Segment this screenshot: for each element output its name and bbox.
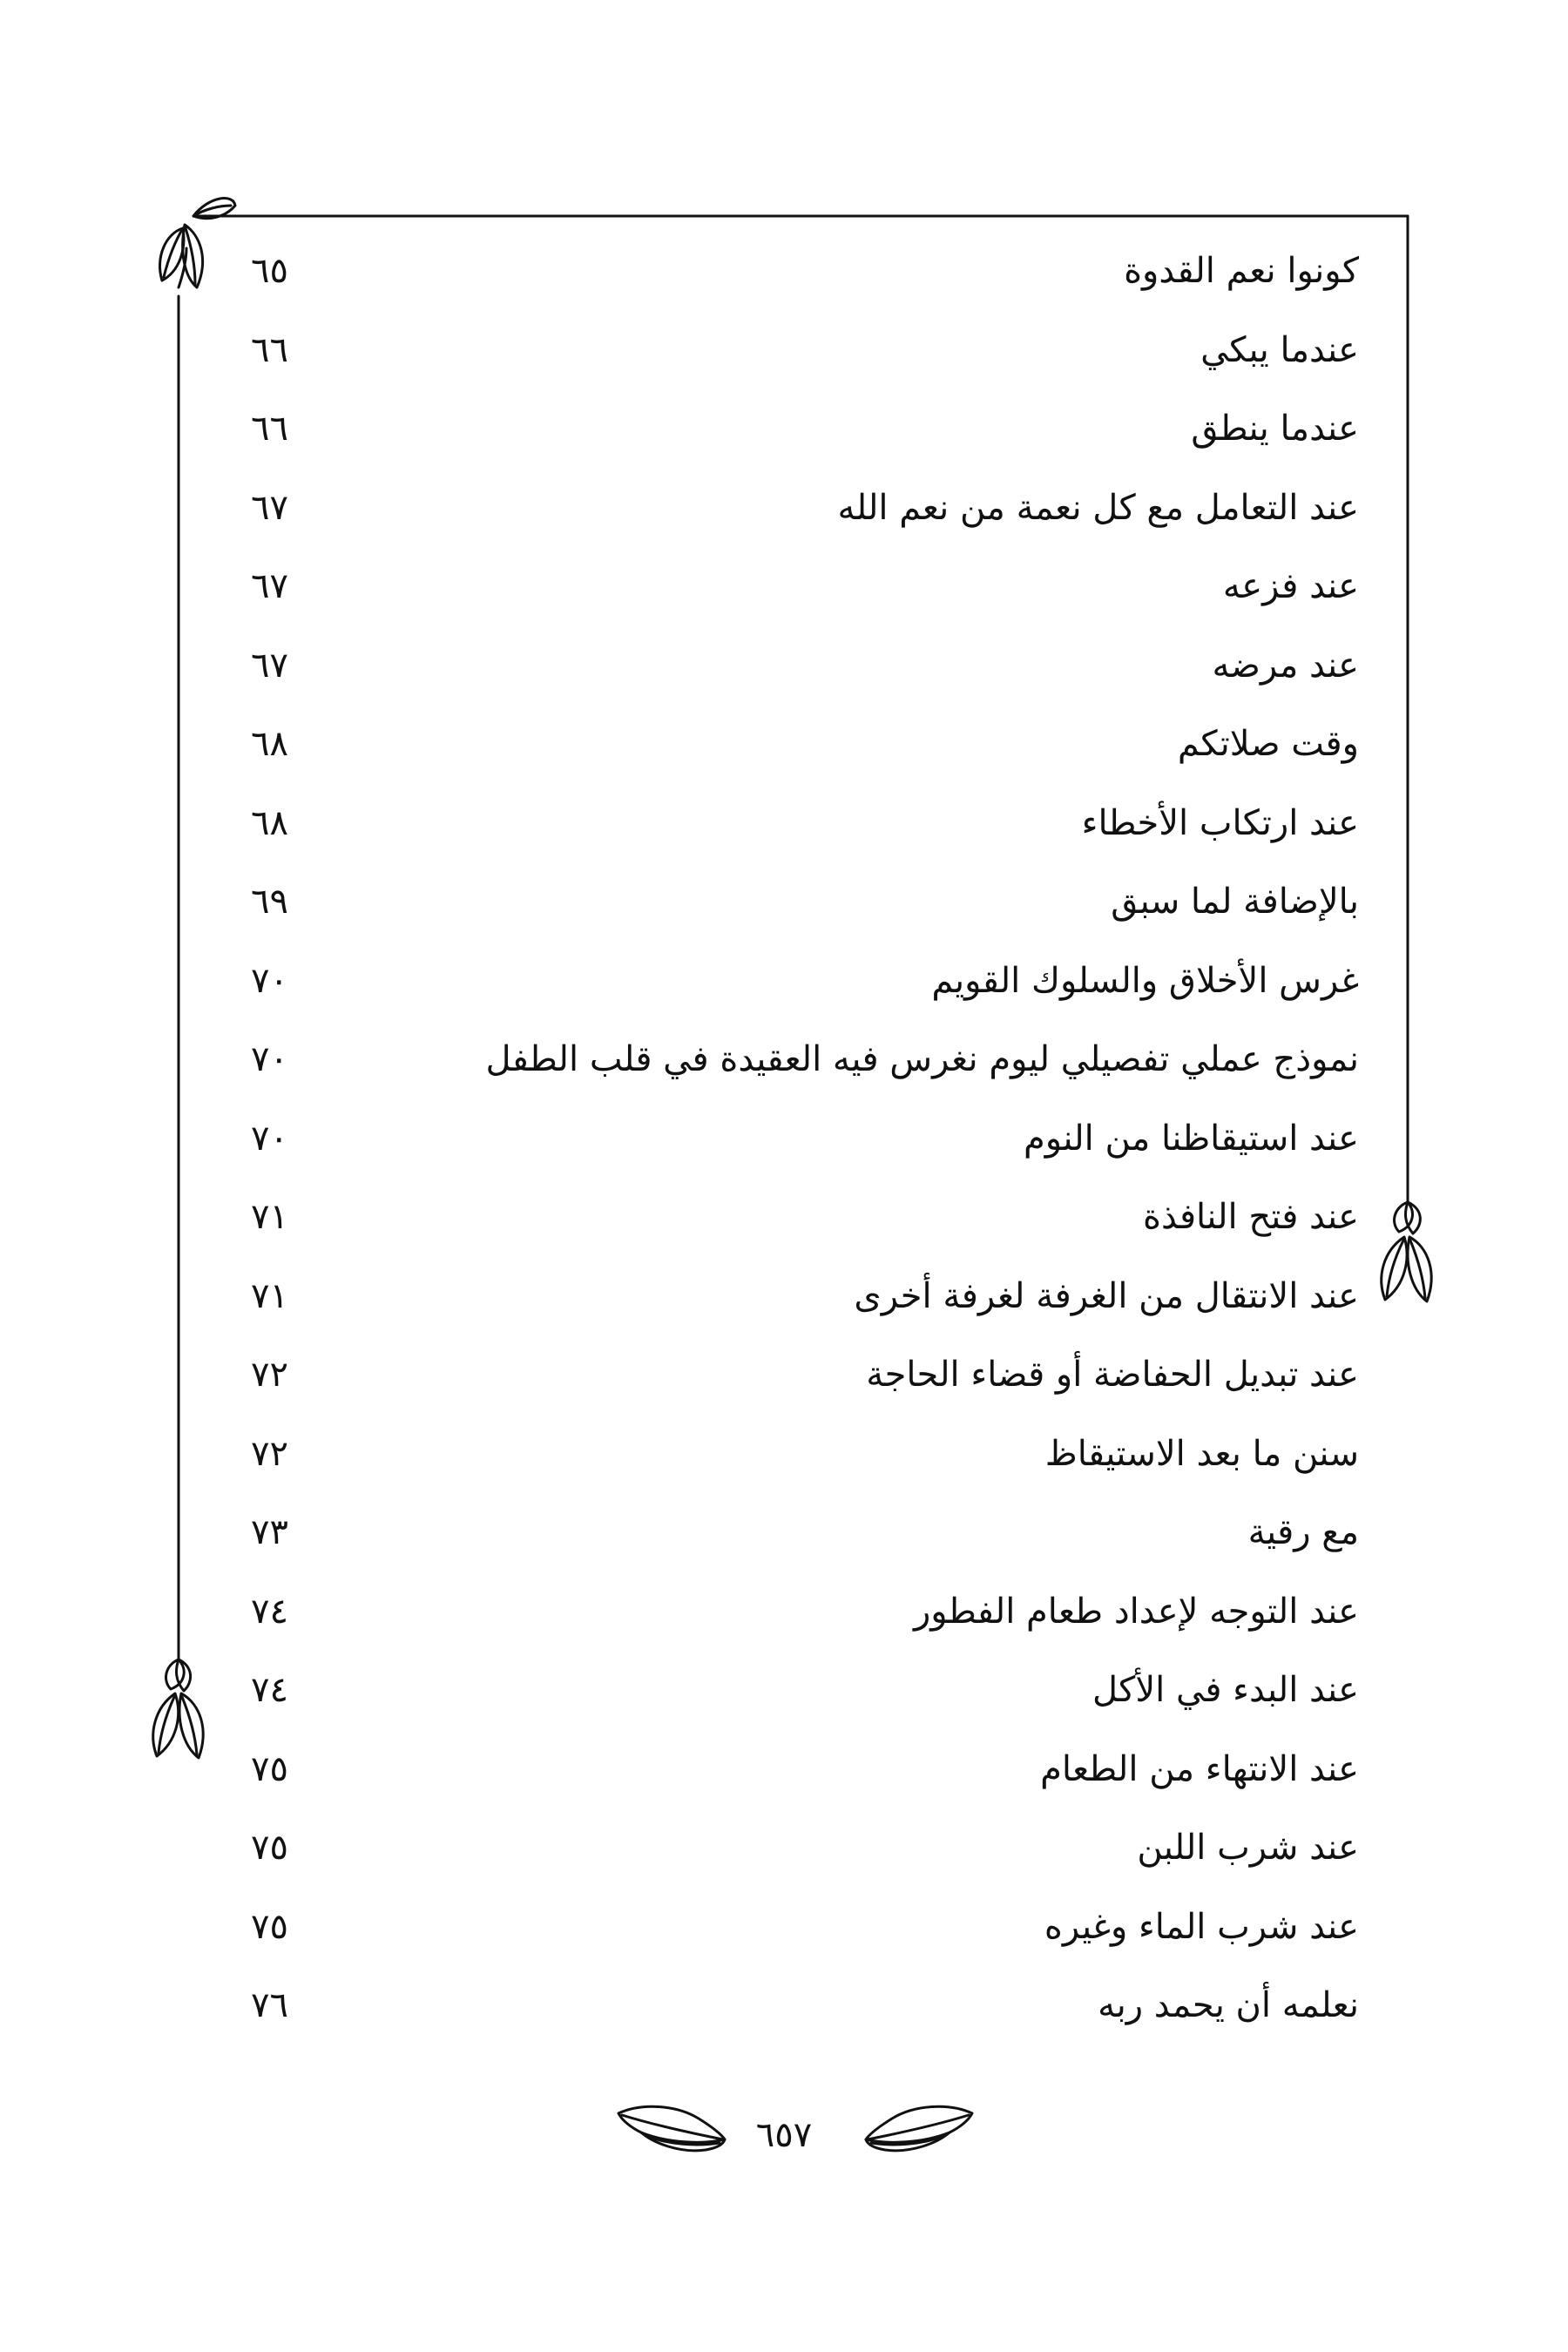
entry-page-number: ٧٤ bbox=[251, 1670, 288, 1711]
entry-title: عند استيقاظنا من النوم bbox=[1023, 1118, 1359, 1159]
list-item bbox=[235, 1493, 1359, 1572]
entry-page-number: ٦٦ bbox=[251, 409, 288, 449]
entry-title: عندما ينطق bbox=[1191, 409, 1359, 449]
entry-title: عند شرب اللبن bbox=[1137, 1828, 1359, 1869]
entry-page-number: ٧٤ bbox=[251, 1591, 288, 1632]
entry-title: نموذج عملي تفصيلي ليوم نغرس فيه العقيدة في قلب الطفل bbox=[485, 1039, 1359, 1080]
entry-title: كونوا نعم القدوة bbox=[1124, 251, 1359, 292]
entry-page-number: ٦٨ bbox=[251, 802, 288, 843]
list-item bbox=[235, 389, 1359, 469]
list-item bbox=[235, 1966, 1359, 2045]
entry-title: سنن ما بعد الاستيقاظ bbox=[1044, 1433, 1359, 1474]
entry-title: عند مرضه bbox=[1212, 645, 1359, 686]
entry-title: نعلمه أن يحمد ربه bbox=[1098, 1985, 1359, 2026]
list-item bbox=[235, 1020, 1359, 1099]
entry-title: عند الانتقال من الغرفة لغرفة أخرى bbox=[854, 1275, 1359, 1316]
entry-page-number: ٦٧ bbox=[251, 487, 288, 528]
leaf-sprig-icon bbox=[1382, 1202, 1431, 1301]
leaf-sprig-icon bbox=[153, 1659, 203, 1758]
entry-page-number: ٦٩ bbox=[251, 882, 288, 923]
entry-page-number: ٧٢ bbox=[251, 1355, 288, 1396]
entry-page-number: ٧٣ bbox=[251, 1512, 288, 1553]
list-item bbox=[235, 232, 1359, 311]
entry-page-number: ٦٧ bbox=[251, 645, 288, 686]
list-item bbox=[235, 1099, 1359, 1179]
list-item bbox=[235, 862, 1359, 942]
list-item bbox=[235, 547, 1359, 626]
entry-page-number: ٦٧ bbox=[251, 566, 288, 607]
entry-page-number: ٦٥ bbox=[251, 251, 288, 292]
list-item bbox=[235, 1335, 1359, 1415]
list-item bbox=[235, 1730, 1359, 1809]
entry-page-number: ٧٥ bbox=[251, 1828, 288, 1869]
entry-title: عند فزعه bbox=[1222, 566, 1359, 607]
leaf-ornament-icon bbox=[615, 2099, 728, 2157]
entry-title: عند فتح النافذة bbox=[1142, 1197, 1359, 1238]
list-item bbox=[235, 1415, 1359, 1494]
entry-page-number: ٧٠ bbox=[251, 1039, 288, 1080]
entry-page-number: ٧٢ bbox=[251, 1433, 288, 1474]
list-item bbox=[235, 1257, 1359, 1336]
entry-title: عند التوجه لإعداد طعام الفطور bbox=[913, 1591, 1359, 1632]
entry-title: عند ارتكاب الأخطاء bbox=[1081, 802, 1359, 843]
list-item bbox=[235, 784, 1359, 863]
list-item bbox=[235, 705, 1359, 784]
table-of-contents bbox=[235, 232, 1359, 2045]
entry-title: عندما يبكي bbox=[1200, 329, 1359, 370]
list-item bbox=[235, 942, 1359, 1021]
entry-page-number: ٧١ bbox=[251, 1275, 288, 1316]
list-item bbox=[235, 311, 1359, 390]
entry-title: عند التعامل مع كل نعمة من نعم الله bbox=[837, 487, 1359, 528]
entry-page-number: ٧٠ bbox=[251, 1118, 288, 1159]
entry-page-number: ٧٦ bbox=[251, 1985, 288, 2026]
entry-page-number: ٧٥ bbox=[251, 1748, 288, 1789]
list-item bbox=[235, 1808, 1359, 1888]
entry-page-number: ٦٨ bbox=[251, 724, 288, 765]
list-item bbox=[235, 1178, 1359, 1257]
page-number: ٦٥٧ bbox=[755, 2115, 813, 2155]
entry-title: غرس الأخلاق والسلوك القويم bbox=[931, 960, 1359, 1001]
entry-title: عند تبديل الحفاضة أو قضاء الحاجة bbox=[866, 1355, 1359, 1396]
list-item bbox=[235, 1572, 1359, 1652]
list-item bbox=[235, 1888, 1359, 1967]
entry-page-number: ٧٥ bbox=[251, 1906, 288, 1947]
entry-title: مع رقية bbox=[1247, 1512, 1359, 1553]
entry-title: عند شرب الماء وغيره bbox=[1044, 1906, 1359, 1947]
leaf-ornament-icon bbox=[862, 2099, 976, 2157]
entry-title: وقت صلاتكم bbox=[1177, 724, 1359, 765]
list-item bbox=[235, 469, 1359, 548]
entry-page-number: ٧١ bbox=[251, 1197, 288, 1238]
list-item bbox=[235, 1651, 1359, 1730]
entry-title: عند الانتهاء من الطعام bbox=[1040, 1748, 1359, 1789]
leaf-sprig-icon bbox=[159, 199, 235, 287]
entry-title: عند البدء في الأكل bbox=[1092, 1670, 1359, 1711]
entry-title: بالإضافة لما سبق bbox=[1111, 882, 1359, 923]
list-item bbox=[235, 626, 1359, 706]
entry-page-number: ٦٦ bbox=[251, 329, 288, 370]
entry-page-number: ٧٠ bbox=[251, 960, 288, 1001]
